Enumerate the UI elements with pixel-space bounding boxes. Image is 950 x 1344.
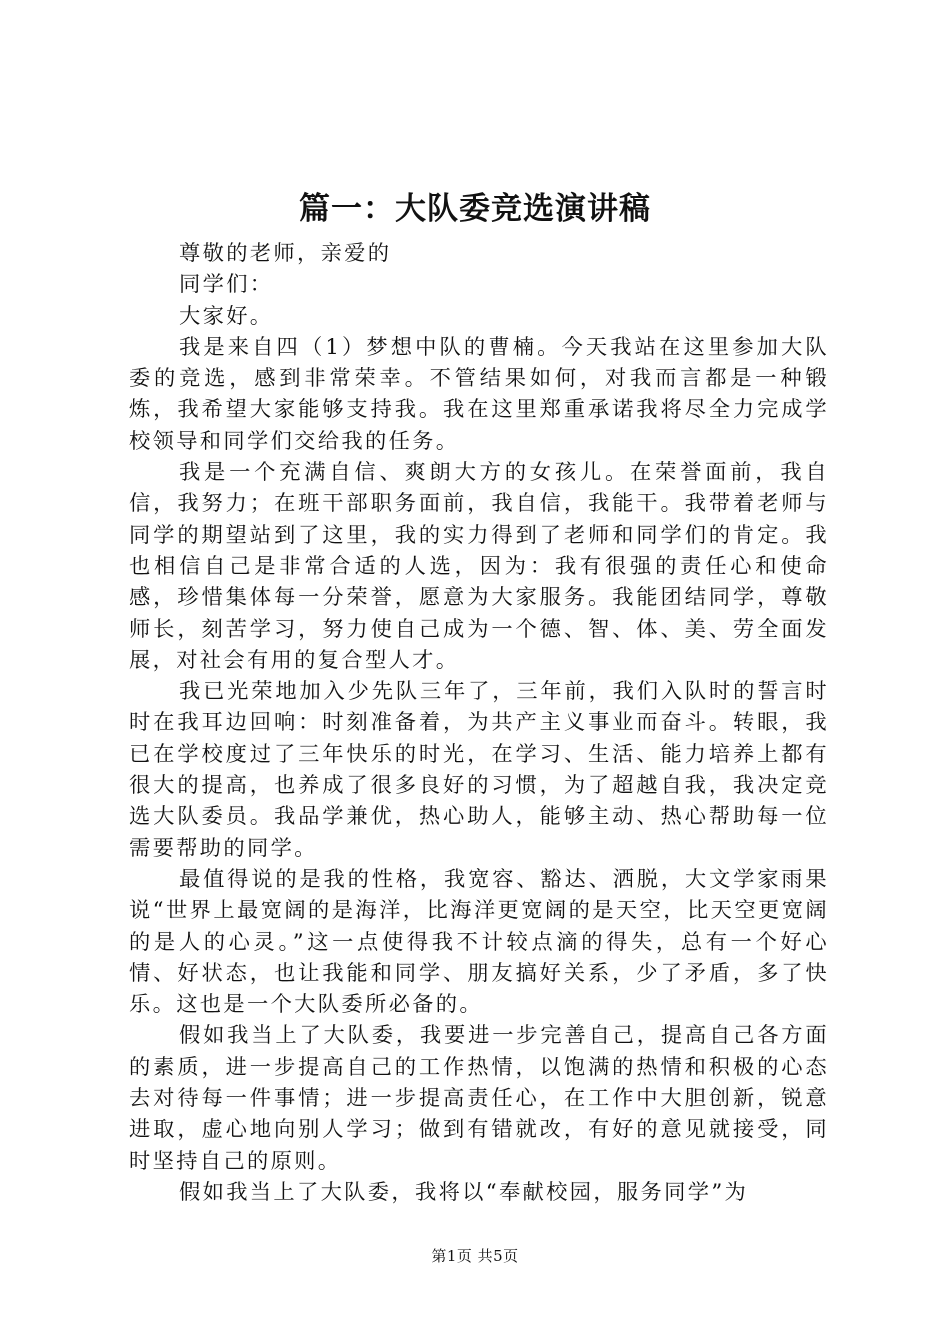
paragraph-6: 假如我当上了大队委，我将以“奉献校园，服务同学”为 bbox=[179, 1179, 749, 1205]
paragraph-3: 我已光荣地加入少先队三年了，三年前，我们入队时的誓言时时在我耳边回响：时刻准备着，为共产主义事业而奋斗。转眼，我已在学校度过了三年快乐的时光，在学习、生活、能力培养上都有很大的提高，也养成了很多良好的习惯，为了超越自我，我决定竞选大队委员。我品学兼优，热心助人，能够主动、热心帮助每一位需要帮助的同学。 bbox=[129, 679, 829, 861]
salutation-line-1: 尊敬的老师，亲爱的 bbox=[179, 241, 392, 266]
document-body bbox=[129, 238, 829, 1208]
paragraph-4: 最值得说的是我的性格，我宽容、豁达、洒脱，大文学家雨果说“世界上最宽阔的是海洋，比海洋更宽阔的是天空，比天空更宽阔的是人的心灵。”这一点使得我不计较点滴的得失，总有一个好心情、好状态，也让我能和同学、朋友搞好关系，少了矛盾，多了快乐。这也是一个大队委所必备的。 bbox=[129, 866, 829, 1018]
document-title: 篇一：大队委竞选演讲稿 bbox=[299, 191, 651, 227]
paragraph-1: 我是来自四（1）梦想中队的曹楠。今天我站在这里参加大队委的竞选，感到非常荣幸。不管结果如何，对我而言都是一种锻炼，我希望大家能够支持我。我在这里郑重承诺我将尽全力完成学校领导和同学们交给我的任务。 bbox=[129, 334, 829, 454]
paragraph-2: 我是一个充满自信、爽朗大方的女孩儿。在荣誉面前，我自信，我努力；在班干部职务面前，我自信，我能干。我带着老师与同学的期望站到了这里，我的实力得到了老师和同学们的肯定。我也相信自己是非常合适的人选，因为：我有很强的责任心和使命感，珍惜集体每一分荣誉，愿意为大家服务。我能团结同学，尊敬师长，刻苦学习，努力使自己成为一个德、智、体、美、劳全面发展，对社会有用的复合型人才。 bbox=[129, 460, 829, 673]
greeting: 大家好。 bbox=[179, 303, 274, 329]
salutation-line-2: 同学们： bbox=[179, 272, 274, 298]
paragraph-5: 假如我当上了大队委，我要进一步完善自己，提高自己各方面的素质，进一步提高自己的工作热情，以饱满的热情和积极的心态去对待每一件事情；进一步提高责任心，在工作中大胆创新，锐意进取，虚心地向别人学习；做到有错就改，有好的意见就接受，同时坚持自己的原则。 bbox=[129, 1023, 829, 1174]
page-footer: 第1页 共5页 bbox=[431, 1247, 519, 1265]
